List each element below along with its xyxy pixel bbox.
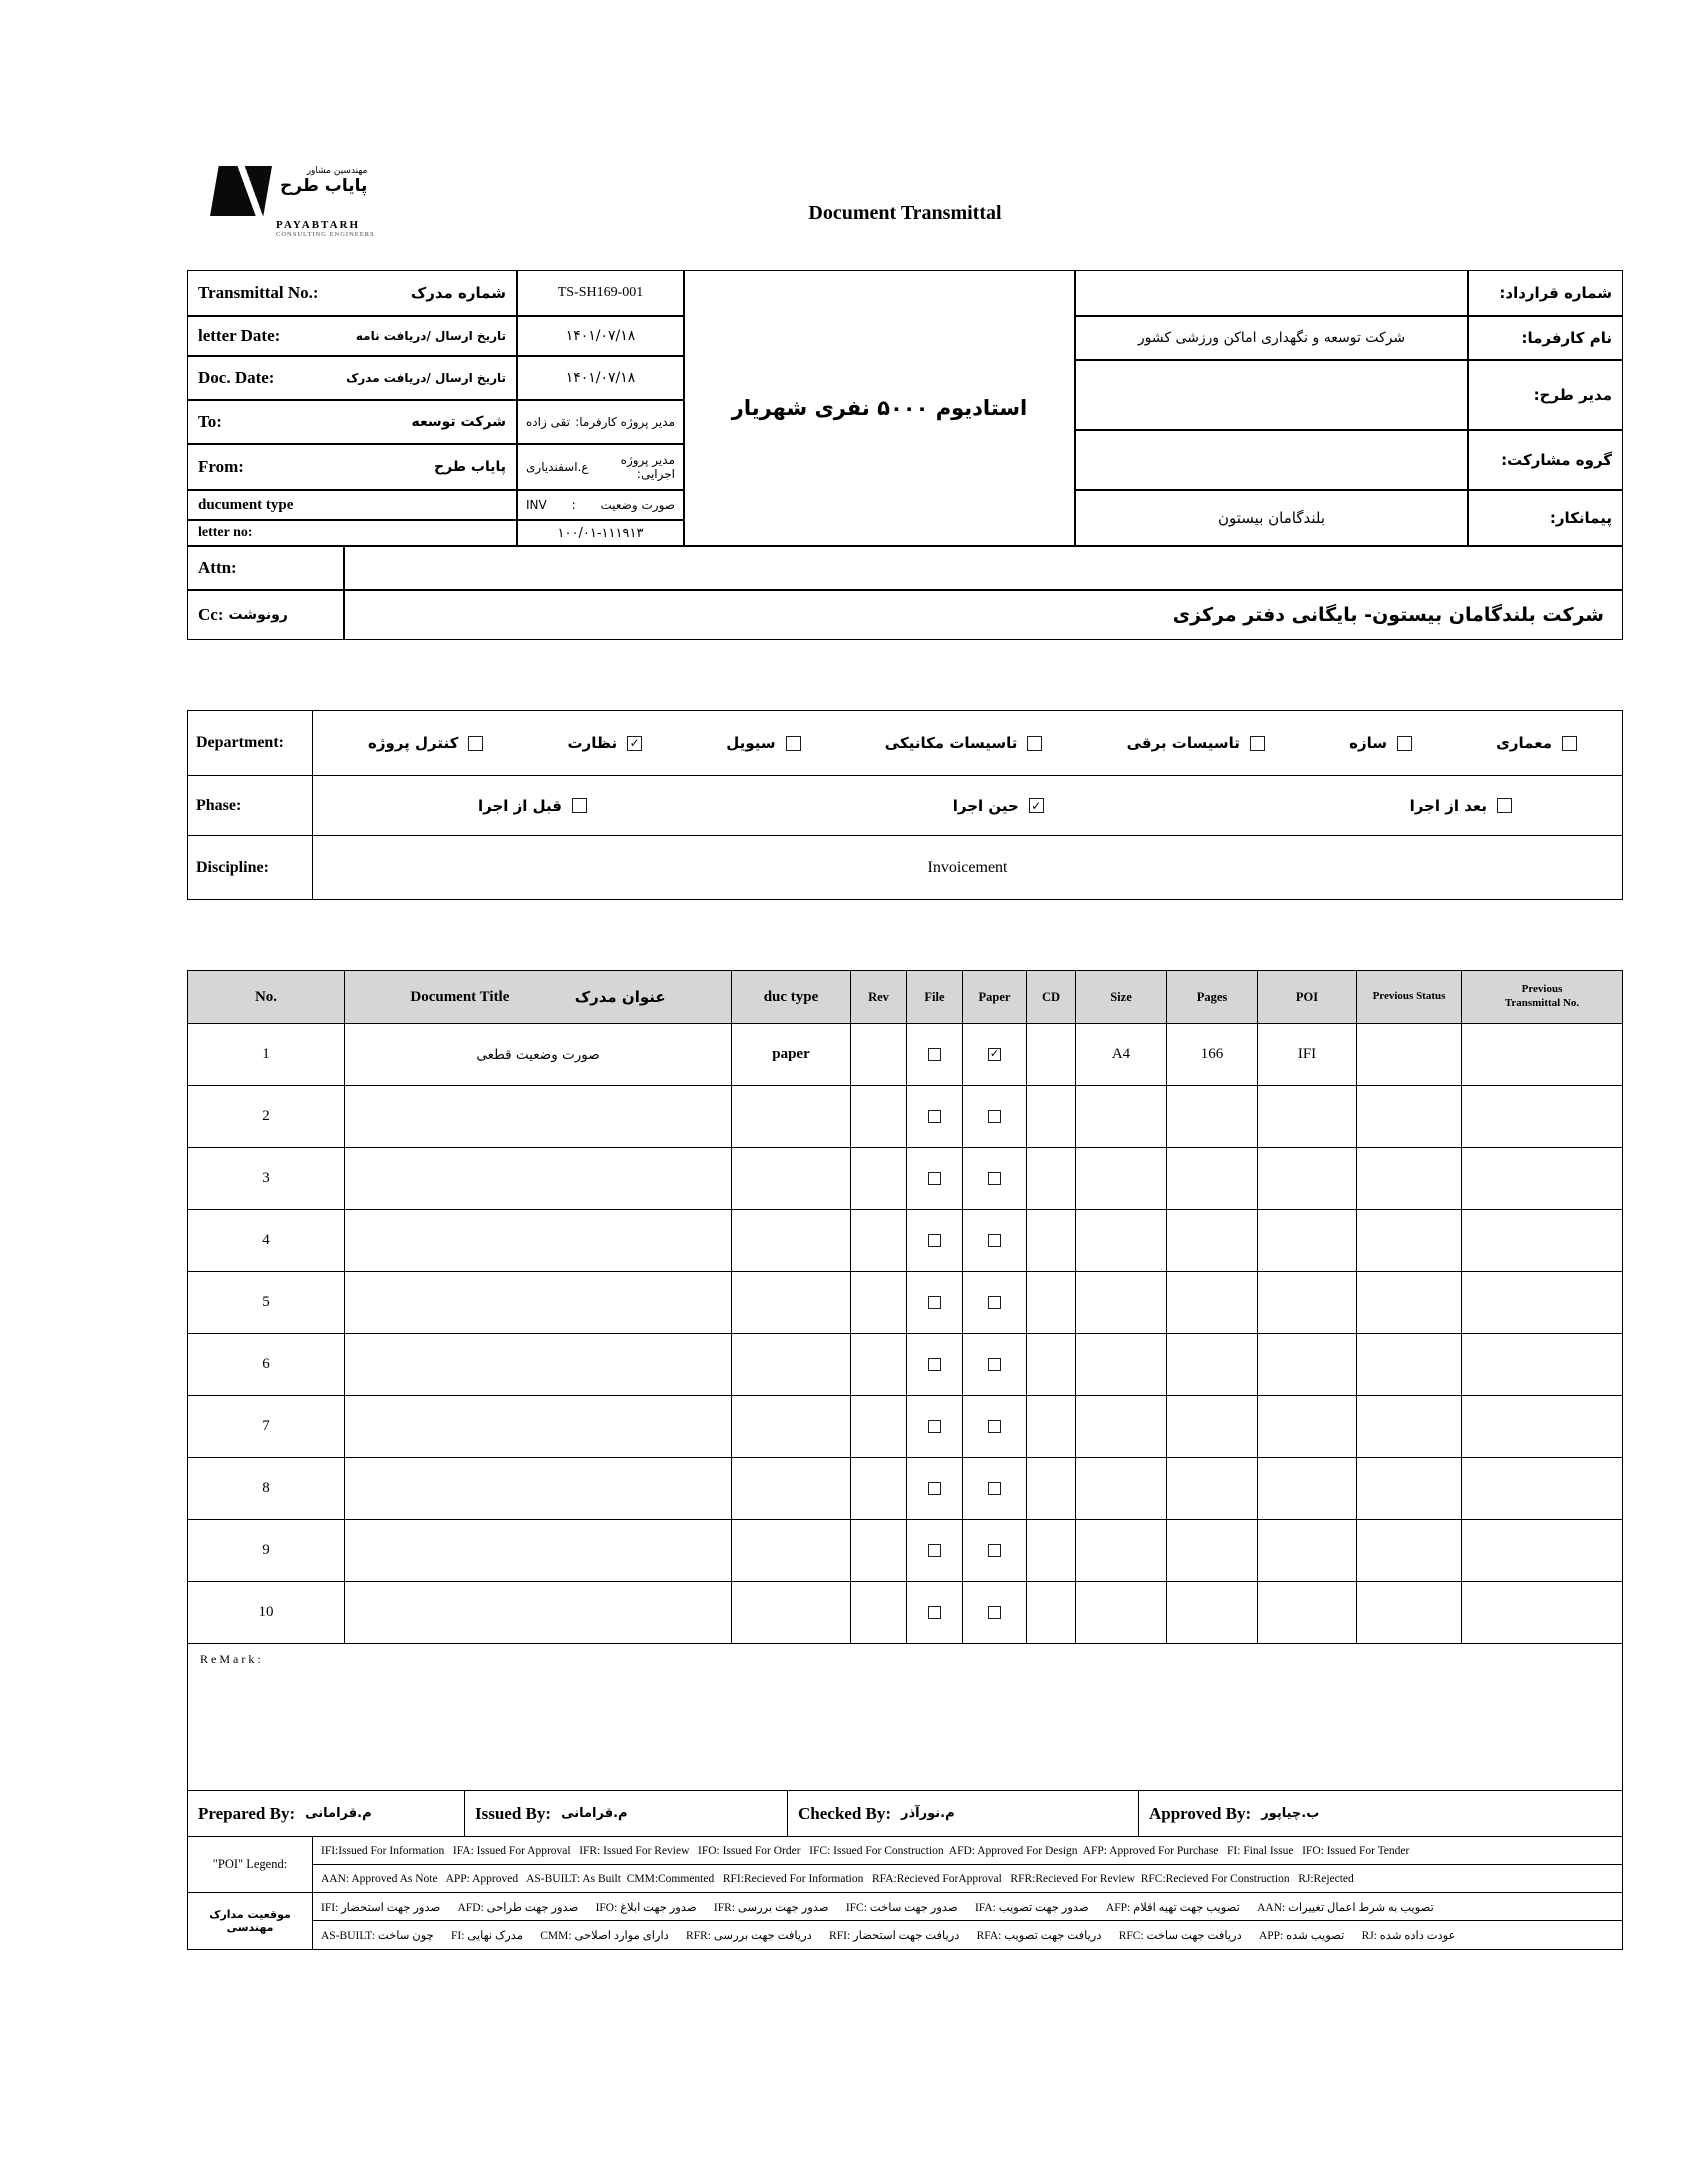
plan-manager-label: مدیر طرح: (1468, 360, 1623, 430)
cell-prev-transmittal (1462, 1520, 1622, 1581)
cell-pages (1167, 1210, 1258, 1271)
checkbox-icon (928, 1420, 941, 1433)
cell-rev (851, 1334, 907, 1395)
checkbox-icon (786, 736, 801, 751)
department-row (188, 711, 1622, 776)
poi-legend-en-line2: AAN: Approved As Note APP: Approved AS-BUILT: As Built CMM:Commented RFI:Recieved For Information RFA:Recieved ForApproval RFR:Recieved For Review RFC:Recieved For Construction RJ:Rejected (313, 1865, 1622, 1893)
cell-prev-transmittal (1462, 1272, 1622, 1333)
cell-title (345, 1520, 732, 1581)
poi-legend (188, 1837, 1622, 1949)
cell-title (345, 1458, 732, 1519)
phase-option (953, 797, 1044, 815)
cell-duc-type (732, 1396, 851, 1457)
checked-by-name: م.نورآذر (901, 1806, 955, 1821)
logo-brand-fa: پایاب طرح (280, 176, 368, 196)
checkbox-icon (928, 1172, 941, 1185)
checkbox-icon (627, 736, 642, 751)
executive-pm-cell (517, 444, 684, 490)
checkbox-icon (1397, 736, 1412, 751)
documents-table (187, 970, 1623, 1950)
poi-legend-fa-line2: AS-BUILT: چون ساخت FI: مدرک نهایی CMM: دارای موارد اصلاحی RFR: دریافت جهت بررسی RFI: دریافت جهت استحضار RFA: دریافت جهت تصویب RFC: دریافت جهت ساخت APP: تصویب شده RJ: عودت داده شده (321, 1930, 1456, 1942)
cell-file (907, 1520, 963, 1581)
cell-rev (851, 1272, 907, 1333)
letter-date-label (187, 316, 517, 356)
classification-table (187, 710, 1623, 900)
logo-brand-en: PAYABTARH (276, 219, 361, 231)
cell-poi (1258, 1520, 1357, 1581)
cell-cd (1027, 1272, 1076, 1333)
cell-cd (1027, 1520, 1076, 1581)
doc-date-label-en: Doc. Date: (198, 368, 275, 387)
cell-cd (1027, 1458, 1076, 1519)
cell-paper (963, 1148, 1027, 1209)
cell-no: 5 (188, 1272, 345, 1333)
cell-poi (1258, 1458, 1357, 1519)
cell-cd (1027, 1024, 1076, 1085)
department-option (568, 734, 643, 752)
cell-cd (1027, 1210, 1076, 1271)
remark-section (188, 1644, 1622, 1791)
attn-value (344, 546, 1623, 590)
phase-option-label: قبل از اجرا (478, 796, 562, 815)
cell-prev-status (1357, 1024, 1462, 1085)
cell-poi (1258, 1210, 1357, 1271)
to-row-label (187, 400, 517, 444)
cell-file (907, 1272, 963, 1333)
document-type-code: INV (526, 498, 547, 512)
remark-label: ReMark: (200, 1652, 264, 1666)
cell-pages (1167, 1458, 1258, 1519)
cell-pages (1167, 1396, 1258, 1457)
to-value-fa: شرکت توسعه (411, 414, 506, 430)
header-rev: Rev (851, 971, 907, 1023)
table-row (188, 1272, 1622, 1334)
client-pm-name: تقی زاده (526, 415, 570, 429)
phase-label: Phase: (188, 776, 313, 835)
cell-prev-status (1357, 1272, 1462, 1333)
cell-size (1076, 1086, 1167, 1147)
cell-paper (963, 1086, 1027, 1147)
cell-prev-status (1357, 1458, 1462, 1519)
header-prev-status: Previous Status (1357, 971, 1462, 1023)
cell-file (907, 1210, 963, 1271)
cell-size (1076, 1396, 1167, 1457)
checkbox-icon (928, 1296, 941, 1309)
poi-legend-fa-line1: IFI: صدور جهت استحضار AFD: صدور جهت طراحی IFO: صدور جهت ابلاغ IFR: صدور جهت بررسی IFC: صدور جهت ساخت IFA: صدور جهت تصویب AFP: تصویب جهت تهیه اقلام AAN: تصویب به شرط اعمال تغییرات (313, 1893, 1622, 1921)
department-option (885, 734, 1043, 752)
department-option-label: تاسیسات برقی (1126, 734, 1240, 752)
cell-size (1076, 1148, 1167, 1209)
checkbox-icon (1250, 736, 1265, 751)
cell-duc-type (732, 1458, 851, 1519)
cell-rev (851, 1024, 907, 1085)
cell-poi (1258, 1334, 1357, 1395)
cell-poi (1258, 1148, 1357, 1209)
cell-duc-type (732, 1334, 851, 1395)
cell-prev-status (1357, 1396, 1462, 1457)
cell-rev (851, 1086, 907, 1147)
poi-legend-en-line1: IFI:Issued For Information IFA: Issued For Approval IFR: Issued For Review IFO: Issued For Order IFC: Issued For Construction AFD: Approved For Design AFP: Approved For Purchase FI: Final Issue IFO: Issued For Tender (313, 1837, 1622, 1865)
cell-paper (963, 1334, 1027, 1395)
cell-file (907, 1086, 963, 1147)
checkbox-icon (988, 1544, 1001, 1557)
header-cd: CD (1027, 971, 1076, 1023)
cell-title (345, 1210, 732, 1271)
checkbox-icon (928, 1544, 941, 1557)
cc-label-fa: رونوشت (228, 607, 288, 623)
header-prev-transmittal: Previous Transmittal No. (1504, 983, 1580, 1009)
cell-prev-status (1357, 1210, 1462, 1271)
cell-poi (1258, 1396, 1357, 1457)
partnership-group-value (1075, 430, 1468, 490)
department-option-label: سیویل (726, 734, 776, 752)
from-value-fa: پایاب طرح (434, 459, 506, 475)
cell-no: 2 (188, 1086, 345, 1147)
department-option-label: کنترل پروژه (368, 734, 459, 752)
cell-file (907, 1334, 963, 1395)
cell-duc-type (732, 1520, 851, 1581)
phase-options (313, 776, 1622, 835)
cell-prev-status (1357, 1582, 1462, 1643)
cell-duc-type (732, 1272, 851, 1333)
cell-no: 8 (188, 1458, 345, 1519)
cell-no: 3 (188, 1148, 345, 1209)
cell-paper (963, 1396, 1027, 1457)
cell-prev-status (1357, 1086, 1462, 1147)
cell-duc-type (732, 1210, 851, 1271)
issued-by-cell (465, 1791, 788, 1836)
cell-no: 4 (188, 1210, 345, 1271)
issued-by-label: Issued By: (475, 1803, 552, 1823)
table-row (188, 1086, 1622, 1148)
checkbox-icon (988, 1606, 1001, 1619)
checkbox-icon (1562, 736, 1577, 751)
checkbox-icon (988, 1234, 1001, 1247)
prepared-by-label: Prepared By: (198, 1803, 296, 1823)
checkbox-icon (988, 1420, 1001, 1433)
contractor-value: بلندگامان بیستون (1075, 490, 1468, 546)
client-name-label: نام کارفرما: (1468, 316, 1623, 360)
document-type-fa: صورت وضعیت (600, 498, 675, 512)
client-name-value: شرکت توسعه و نگهداری اماکن ورزشی کشور (1075, 316, 1468, 360)
table-row (188, 1396, 1622, 1458)
cell-title (345, 1086, 732, 1147)
header-paper: Paper (963, 971, 1027, 1023)
cell-rev (851, 1148, 907, 1209)
table-row (188, 1458, 1622, 1520)
cell-cd (1027, 1148, 1076, 1209)
checkbox-icon (1029, 798, 1044, 813)
cell-file (907, 1396, 963, 1457)
issued-by-name: م.قرامانی (561, 1806, 628, 1821)
executive-pm-name: ع.اسفندیاری (526, 460, 589, 474)
header-title-en: Document Title (410, 988, 510, 1005)
logo-subtitle-en: CONSULTING ENGINEERS (276, 231, 375, 238)
department-option-label: نظارت (567, 734, 618, 752)
cell-rev (851, 1210, 907, 1271)
checkbox-icon (1497, 798, 1512, 813)
cc-label (187, 590, 344, 640)
letter-date-label-fa: تاریخ ارسال /دریافت نامه (355, 329, 506, 343)
cc-value: شرکت بلندگامان بیستون- بایگانی دفتر مرکزی (344, 590, 1623, 640)
cell-size (1076, 1458, 1167, 1519)
cell-rev (851, 1396, 907, 1457)
cell-title: صورت وضعیت قطعی (345, 1024, 732, 1085)
checkbox-icon (1027, 736, 1042, 751)
cell-duc-type (732, 1148, 851, 1209)
cell-prev-transmittal (1462, 1396, 1622, 1457)
project-name: استادیوم ۵۰۰۰ نفری شهریار (684, 270, 1075, 546)
poi-legend-label: "POI" Legend: (188, 1837, 313, 1893)
doc-date-value: ۱۴۰۱/۰۷/۱۸ (517, 356, 684, 400)
cell-title (345, 1396, 732, 1457)
doc-date-label-fa: تاریخ ارسال /دریافت مدرک (346, 371, 506, 385)
phase-option-label: بعد از اجرا (1409, 796, 1487, 815)
document-type-value-cell (517, 490, 684, 520)
transmittal-no-label-fa: شماره مدرک (410, 284, 506, 302)
cell-rev (851, 1582, 907, 1643)
department-option (1349, 734, 1412, 752)
cell-paper (963, 1024, 1027, 1085)
cell-rev (851, 1458, 907, 1519)
checkbox-icon (468, 736, 483, 751)
document-type-label (187, 490, 517, 520)
checkbox-icon (988, 1048, 1001, 1061)
letter-no-value: ۱۰۰/۰۱-۱۱۱۹۱۳ (517, 520, 684, 546)
doc-date-label (187, 356, 517, 400)
department-options (313, 711, 1622, 775)
cell-pages (1167, 1148, 1258, 1209)
cell-duc-type: paper (732, 1024, 851, 1085)
contract-no-value (1075, 270, 1468, 316)
approved-by-name: ب.چیاپور (1261, 1806, 1320, 1821)
cell-poi: IFI (1258, 1024, 1357, 1085)
department-option-label: تاسیسات مکانیکی (884, 734, 1018, 752)
discipline-label: Discipline: (188, 836, 313, 899)
cell-poi (1258, 1582, 1357, 1643)
checkbox-icon (928, 1606, 941, 1619)
cell-file (907, 1148, 963, 1209)
header-poi: POI (1258, 971, 1357, 1023)
cell-cd (1027, 1396, 1076, 1457)
cell-paper (963, 1210, 1027, 1271)
header-duc-type: duc type (732, 971, 851, 1023)
cell-no: 1 (188, 1024, 345, 1085)
checkbox-icon (928, 1110, 941, 1123)
header-title-fa: عنوان مدرک (574, 988, 666, 1006)
signatures-row (188, 1791, 1622, 1837)
cell-cd (1027, 1086, 1076, 1147)
cell-prev-transmittal (1462, 1024, 1622, 1085)
poi-legend-fa-label: موقعیت مدارک مهندسی (188, 1893, 313, 1949)
checkbox-icon (988, 1172, 1001, 1185)
cell-prev-transmittal (1462, 1148, 1622, 1209)
cell-no: 9 (188, 1520, 345, 1581)
cell-paper (963, 1272, 1027, 1333)
table-row (188, 1148, 1622, 1210)
phase-option-label: حین اجرا (952, 796, 1019, 815)
phase-option (1410, 797, 1512, 815)
from-row-label (187, 444, 517, 490)
cell-poi (1258, 1272, 1357, 1333)
cell-paper (963, 1582, 1027, 1643)
table-row (188, 1582, 1622, 1644)
header-pages: Pages (1167, 971, 1258, 1023)
cell-size (1076, 1520, 1167, 1581)
cell-prev-transmittal (1462, 1458, 1622, 1519)
cell-size (1076, 1334, 1167, 1395)
transmittal-header-table (187, 270, 1623, 640)
cell-prev-transmittal (1462, 1210, 1622, 1271)
cell-file (907, 1582, 963, 1643)
cell-size (1076, 1582, 1167, 1643)
cc-label-en: Cc: (198, 605, 224, 624)
table-row (188, 1520, 1622, 1582)
department-option (368, 734, 483, 752)
transmittal-no-label (187, 270, 517, 316)
contract-no-label: شماره قرارداد: (1468, 270, 1623, 316)
cell-prev-status (1357, 1334, 1462, 1395)
header-file: File (907, 971, 963, 1023)
attn-label-en: Attn: (198, 558, 237, 577)
department-option-label: سازه (1349, 734, 1387, 752)
cell-duc-type (732, 1086, 851, 1147)
checkbox-icon (988, 1482, 1001, 1495)
letter-no-label-en: letter no: (198, 525, 253, 540)
cell-pages: 166 (1167, 1024, 1258, 1085)
cell-pages (1167, 1272, 1258, 1333)
prepared-by-cell (188, 1791, 465, 1836)
cell-no: 6 (188, 1334, 345, 1395)
cell-pages (1167, 1520, 1258, 1581)
partnership-group-label: گروه مشارکت: (1468, 430, 1623, 490)
header-no: No. (188, 971, 345, 1023)
cell-pages (1167, 1334, 1258, 1395)
cell-paper (963, 1520, 1027, 1581)
checkbox-icon (572, 798, 587, 813)
letter-no-label (187, 520, 517, 546)
cell-title (345, 1148, 732, 1209)
department-option (1127, 734, 1265, 752)
cell-size: A4 (1076, 1024, 1167, 1085)
cell-paper (963, 1458, 1027, 1519)
cell-file (907, 1458, 963, 1519)
checkbox-icon (988, 1296, 1001, 1309)
table-row (188, 1210, 1622, 1272)
cell-no: 10 (188, 1582, 345, 1643)
attn-label (187, 546, 344, 590)
cell-title (345, 1334, 732, 1395)
page-title: Document Transmittal (808, 202, 1002, 224)
transmittal-no-label-en: Transmittal No.: (198, 283, 319, 302)
cell-cd (1027, 1334, 1076, 1395)
client-pm-cell (517, 400, 684, 444)
cell-poi (1258, 1086, 1357, 1147)
from-label-en: From: (198, 457, 244, 476)
discipline-row (188, 836, 1622, 899)
checked-by-cell (788, 1791, 1139, 1836)
header-size: Size (1076, 971, 1167, 1023)
to-label-en: To: (198, 412, 222, 431)
executive-pm-label: مدیر پروژه اجرایی: (620, 453, 675, 481)
checkbox-icon (928, 1358, 941, 1371)
header-title (345, 971, 732, 1023)
discipline-value: Invoicement (927, 858, 1008, 876)
cell-file (907, 1024, 963, 1085)
plan-manager-value (1075, 360, 1468, 430)
cell-no: 7 (188, 1396, 345, 1457)
approved-by-label: Approved By: (1149, 1803, 1252, 1823)
department-option (726, 734, 800, 752)
department-option (1496, 734, 1577, 752)
checked-by-label: Checked By: (798, 1803, 892, 1823)
phase-row (188, 776, 1622, 836)
table-row (188, 1024, 1622, 1086)
cell-prev-transmittal (1462, 1582, 1622, 1643)
checkbox-icon (988, 1358, 1001, 1371)
cell-prev-status (1357, 1148, 1462, 1209)
client-pm-label: مدیر پروژه کارفرما: (575, 415, 675, 429)
cell-prev-status (1357, 1520, 1462, 1581)
cell-pages (1167, 1582, 1258, 1643)
cell-prev-transmittal (1462, 1086, 1622, 1147)
checkbox-icon (928, 1482, 941, 1495)
approved-by-cell (1139, 1791, 1622, 1836)
cell-size (1076, 1272, 1167, 1333)
phase-option (478, 797, 587, 815)
cell-size (1076, 1210, 1167, 1271)
prepared-by-name: م.قرامانی (305, 1806, 372, 1821)
letter-date-value: ۱۴۰۱/۰۷/۱۸ (517, 316, 684, 356)
documents-table-header (188, 971, 1622, 1024)
cell-title (345, 1272, 732, 1333)
cell-title (345, 1582, 732, 1643)
letter-date-label-en: letter Date: (198, 326, 281, 345)
department-label: Department: (188, 711, 313, 775)
cell-rev (851, 1520, 907, 1581)
table-row (188, 1334, 1622, 1396)
cell-duc-type (732, 1582, 851, 1643)
checkbox-icon (988, 1110, 1001, 1123)
cell-prev-transmittal (1462, 1334, 1622, 1395)
document-type-label-en: ducument type (198, 496, 294, 513)
document-type-sep: : (571, 498, 576, 512)
cell-cd (1027, 1582, 1076, 1643)
checkbox-icon (928, 1048, 941, 1061)
cell-pages (1167, 1086, 1258, 1147)
logo-tagline-fa: مهندسین مشاور (306, 166, 368, 176)
checkbox-icon (928, 1234, 941, 1247)
transmittal-no-value: TS-SH169-001 (517, 270, 684, 316)
department-option-label: معماری (1496, 734, 1552, 752)
contractor-label: پیمانکار: (1468, 490, 1623, 546)
